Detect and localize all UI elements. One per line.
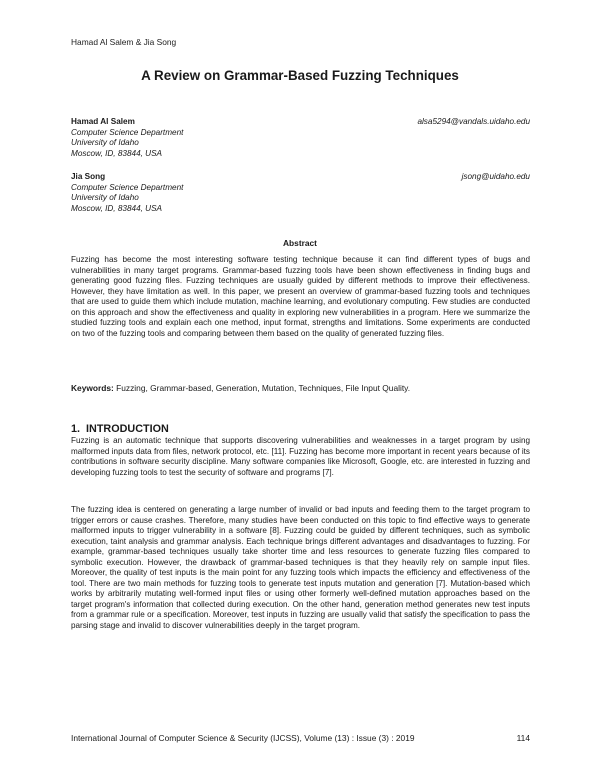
section-number: 1. xyxy=(71,423,81,435)
author-name: Jia Song xyxy=(71,172,106,181)
author-block xyxy=(71,172,530,214)
body-paragraph: Fuzzing is an automatic technique that supports discovering vulnerabilities and weaknesses in a target program by using malformed inputs data from files, network protocol, etc. [11]. Fuzzing has become more important in recent years because of its contributions in software security discipline. Many software companies like Microsoft, Google, etc. are interested in fuzzing and developing fuzzing tools to test the security of software and programs [7]. xyxy=(71,436,530,477)
keywords-label: Keywords: xyxy=(71,383,114,393)
section-heading xyxy=(71,423,169,435)
author-university: University of Idaho xyxy=(71,138,139,148)
body-paragraph: The fuzzing idea is centered on generating a large number of invalid or bad inputs and feeding them to the target program to trigger errors or cause crashes. Therefore, many studies have been conducted on this topic to find effective ways to generate malformed inputs to trigger vulnerability in a software [8]. Fuzzing could be guided by different techniques, such as symbolic execution, taint analysis and grammar analysis. Each technique brings different advantages and disadvantages to fuzzing. For example, grammar-based techniques usually take shorter time and less resources to generate fuzzing files compared to symbolic execution. However, the drawback of grammar-based techniques is that they heavily rely on sample input files. Moreover, the quality of test inputs is the main point for any fuzzing tools which impacts the efficiency and effectiveness of the tool. There are two main methods for fuzzing tools to generate test inputs mutation and generation [7]. Mutation-based which works by arbitrarily mutating well-formed input files or using other formerly well-defined mutation approaches based on the target program's information that collected during execution. On the other hand, generation method generates new test inputs from a grammar rule or a specification. Moreover, test inputs in fuzzing are usually valid that satisfy the specification to pass the parsing stage and invalid to discover vulnerabilities deeply in the target program. xyxy=(71,505,530,631)
author-address: Moscow, ID, 83844, USA xyxy=(71,148,163,158)
author-name: Hamad Al Salem xyxy=(71,117,135,126)
page-number: 114 xyxy=(516,733,530,743)
keywords-text: Fuzzing, Grammar-based, Generation, Mutation, Techniques, File Input Quality. xyxy=(116,383,411,393)
section-title: INTRODUCTION xyxy=(86,423,169,435)
running-head: Hamad Al Salem & Jia Song xyxy=(71,37,177,47)
author-block xyxy=(71,117,530,159)
paper-title: A Review on Grammar-Based Fuzzing Techniques xyxy=(141,68,459,83)
page-footer xyxy=(71,733,530,743)
abstract-heading: Abstract xyxy=(283,238,317,248)
author-address: Moscow, ID, 83844, USA xyxy=(71,203,163,213)
author-university: University of Idaho xyxy=(71,193,139,203)
author-department: Computer Science Department xyxy=(71,127,184,137)
author-email: jsong@uidaho.edu xyxy=(461,172,530,181)
abstract-text: Fuzzing has become the most interesting software testing technique because it can find different types of bugs and vulnerabilities in many target programs. Grammar-based fuzzing tools have been shown effectiveness in finding bugs and generating good fuzzing files. Fuzzing techniques are usually guided by different methods to improve their effectiveness. However, they have limitation as well. In this paper, we present an overview of grammar-based fuzzing tools and techniques that are used to guide them which include mutation, machine learning, and evolutionary computing. Few studies are conducted on this approach and show the effectiveness and quality in exploring new vulnerabilities in a program. Here we summarize the studied fuzzing tools and explain each one method, input format, strengths and limitations. Some experiments are conducted on two of the fuzzing tools and comparing between them based on the quality of generated fuzzing files. xyxy=(71,255,530,338)
journal-citation: International Journal of Computer Science & Security (IJCSS), Volume (13) : Issue (3) : 2019 xyxy=(71,733,415,743)
keywords xyxy=(71,383,530,393)
author-department: Computer Science Department xyxy=(71,182,184,192)
author-email: alsa5294@vandals.uidaho.edu xyxy=(417,117,530,126)
